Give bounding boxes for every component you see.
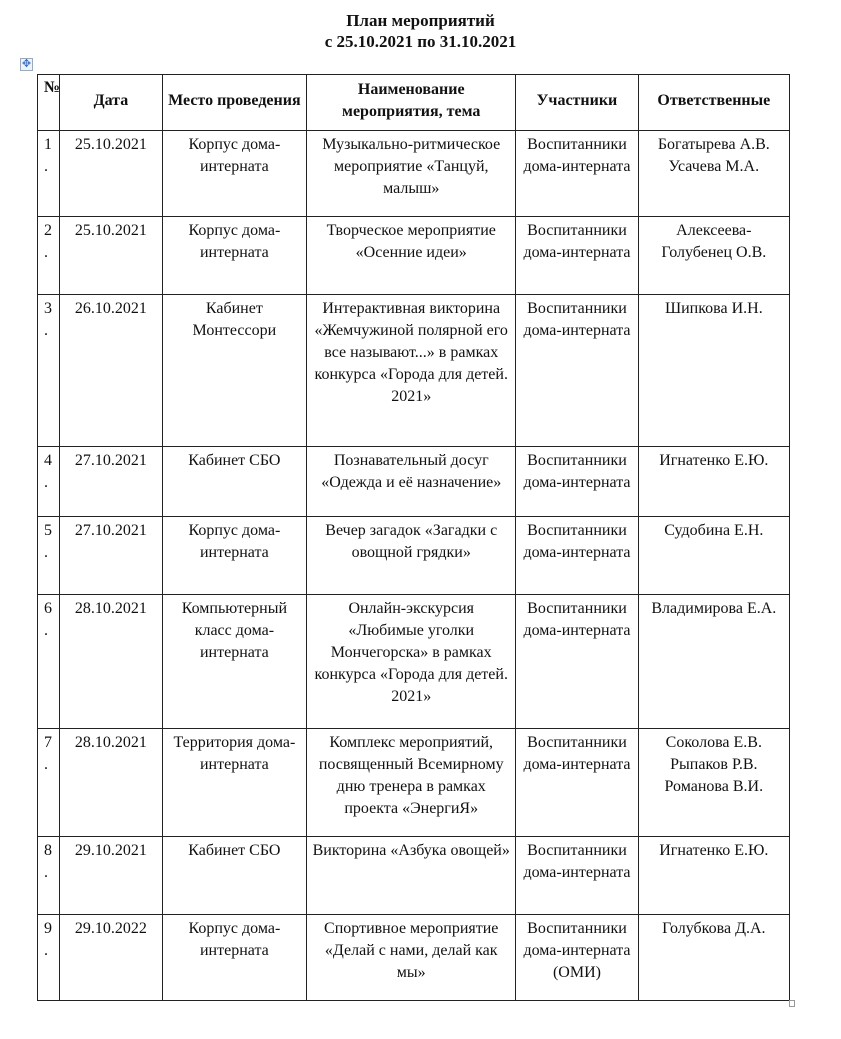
cell-place: Корпус дома-интерната: [162, 217, 307, 295]
header-place: Место проведения: [162, 75, 307, 131]
cell-place: Территория дома-интерната: [162, 729, 307, 837]
cell-participants: Воспитанники дома-интерната: [516, 295, 638, 447]
responsible-person: Рыпаков Р.В.: [670, 756, 758, 773]
cell-num: 6.: [38, 595, 60, 729]
cell-responsible: [638, 131, 789, 217]
responsible-person: Судобина Е.Н.: [664, 522, 764, 539]
document-title: [0, 10, 841, 52]
header-participants: Участники: [516, 75, 638, 131]
responsible-person: Богатырева А.В.: [657, 136, 770, 153]
cell-num: 3.: [38, 295, 60, 447]
responsible-person: Шипкова И.Н.: [664, 300, 763, 317]
cell-num: 9.: [38, 915, 60, 1001]
table-move-icon[interactable]: ✥: [21, 58, 32, 70]
responsible-person: Соколова Е.В.: [665, 734, 762, 751]
cell-date: 29.10.2022: [60, 915, 162, 1001]
responsible-person: Игнатенко Е.Ю.: [659, 452, 769, 469]
cell-responsible: [638, 447, 789, 517]
cell-participants: Воспитанники дома-интерната: [516, 131, 638, 217]
cell-participants: Воспитанники дома-интерната: [516, 217, 638, 295]
header-name: Наименование мероприятия, тема: [307, 75, 516, 131]
cell-responsible: [638, 915, 789, 1001]
cell-name: Комплекс мероприятий, посвященный Всемирному дню тренера в рамках проекта «ЭнергиЯ»: [307, 729, 516, 837]
table-row: [38, 915, 790, 1001]
cell-responsible: [638, 595, 789, 729]
cell-place: Кабинет СБО: [162, 837, 307, 915]
table-row: [38, 595, 790, 729]
cell-date: 29.10.2021: [60, 837, 162, 915]
cell-participants: Воспитанники дома-интерната (ОМИ): [516, 915, 638, 1001]
cell-participants: Воспитанники дома-интерната: [516, 517, 638, 595]
cell-place: Корпус дома-интерната: [162, 517, 307, 595]
cell-date: 26.10.2021: [60, 295, 162, 447]
events-table: [37, 74, 790, 1001]
header-responsible: Ответственные: [638, 75, 789, 131]
cell-num: 5.: [38, 517, 60, 595]
cell-responsible: [638, 729, 789, 837]
cell-participants: Воспитанники дома-интерната: [516, 447, 638, 517]
cell-responsible: [638, 217, 789, 295]
responsible-person: Владимирова Е.А.: [651, 600, 777, 617]
title-line-2: с 25.10.2021 по 31.10.2021: [324, 32, 517, 51]
header-num: №: [38, 75, 60, 131]
table-row: [38, 517, 790, 595]
cell-name: Спортивное мероприятие «Делай с нами, делай как мы»: [307, 915, 516, 1001]
table-row: [38, 131, 790, 217]
responsible-person: Романова В.И.: [664, 778, 764, 795]
cell-place: Компьютерный класс дома-интерната: [162, 595, 307, 729]
cell-name: Музыкально-ритмическое мероприятие «Танцуй, малыш»: [307, 131, 516, 217]
responsible-person: Усачева М.А.: [668, 158, 760, 175]
table-header-row: [38, 75, 790, 131]
cell-participants: Воспитанники дома-интерната: [516, 729, 638, 837]
cell-participants: Воспитанники дома-интерната: [516, 837, 638, 915]
table-row: [38, 729, 790, 837]
cell-name: Творческое мероприятие «Осенние идеи»: [307, 217, 516, 295]
table-resize-icon[interactable]: [789, 1000, 795, 1007]
cell-place: Кабинет СБО: [162, 447, 307, 517]
cell-num: 4.: [38, 447, 60, 517]
cell-name: Викторина «Азбука овощей»: [307, 837, 516, 915]
cell-date: 25.10.2021: [60, 217, 162, 295]
cell-name: Интерактивная викторина «Жемчужиной полярной его все называют...» в рамках конкурса «Города для детей. 2021»: [307, 295, 516, 447]
cell-place: Корпус дома-интерната: [162, 915, 307, 1001]
table-row: [38, 837, 790, 915]
responsible-person: Алексеева-Голубенец О.В.: [661, 222, 767, 261]
cell-num: 2.: [38, 217, 60, 295]
cell-num: 7.: [38, 729, 60, 837]
responsible-person: Игнатенко Е.Ю.: [659, 842, 769, 859]
cell-responsible: [638, 295, 789, 447]
table-row: [38, 295, 790, 447]
cell-num: 1.: [38, 131, 60, 217]
cell-date: 28.10.2021: [60, 729, 162, 837]
table-row: [38, 217, 790, 295]
cell-name: Познавательный досуг «Одежда и её назначение»: [307, 447, 516, 517]
cell-responsible: [638, 517, 789, 595]
cell-place: Корпус дома-интерната: [162, 131, 307, 217]
cell-date: 28.10.2021: [60, 595, 162, 729]
title-line-1: План мероприятий: [346, 11, 495, 30]
cell-participants: Воспитанники дома-интерната: [516, 595, 638, 729]
header-date: Дата: [60, 75, 162, 131]
table-row: [38, 447, 790, 517]
cell-date: 27.10.2021: [60, 517, 162, 595]
cell-name: Вечер загадок «Загадки с овощной грядки»: [307, 517, 516, 595]
cell-date: 25.10.2021: [60, 131, 162, 217]
cell-num: 8.: [38, 837, 60, 915]
cell-name: Онлайн-экскурсия «Любимые уголки Мончегорска» в рамках конкурса «Города для детей. 2021»: [307, 595, 516, 729]
cell-place: Кабинет Монтессори: [162, 295, 307, 447]
cell-responsible: [638, 837, 789, 915]
cell-date: 27.10.2021: [60, 447, 162, 517]
responsible-person: Голубкова Д.А.: [662, 920, 766, 937]
